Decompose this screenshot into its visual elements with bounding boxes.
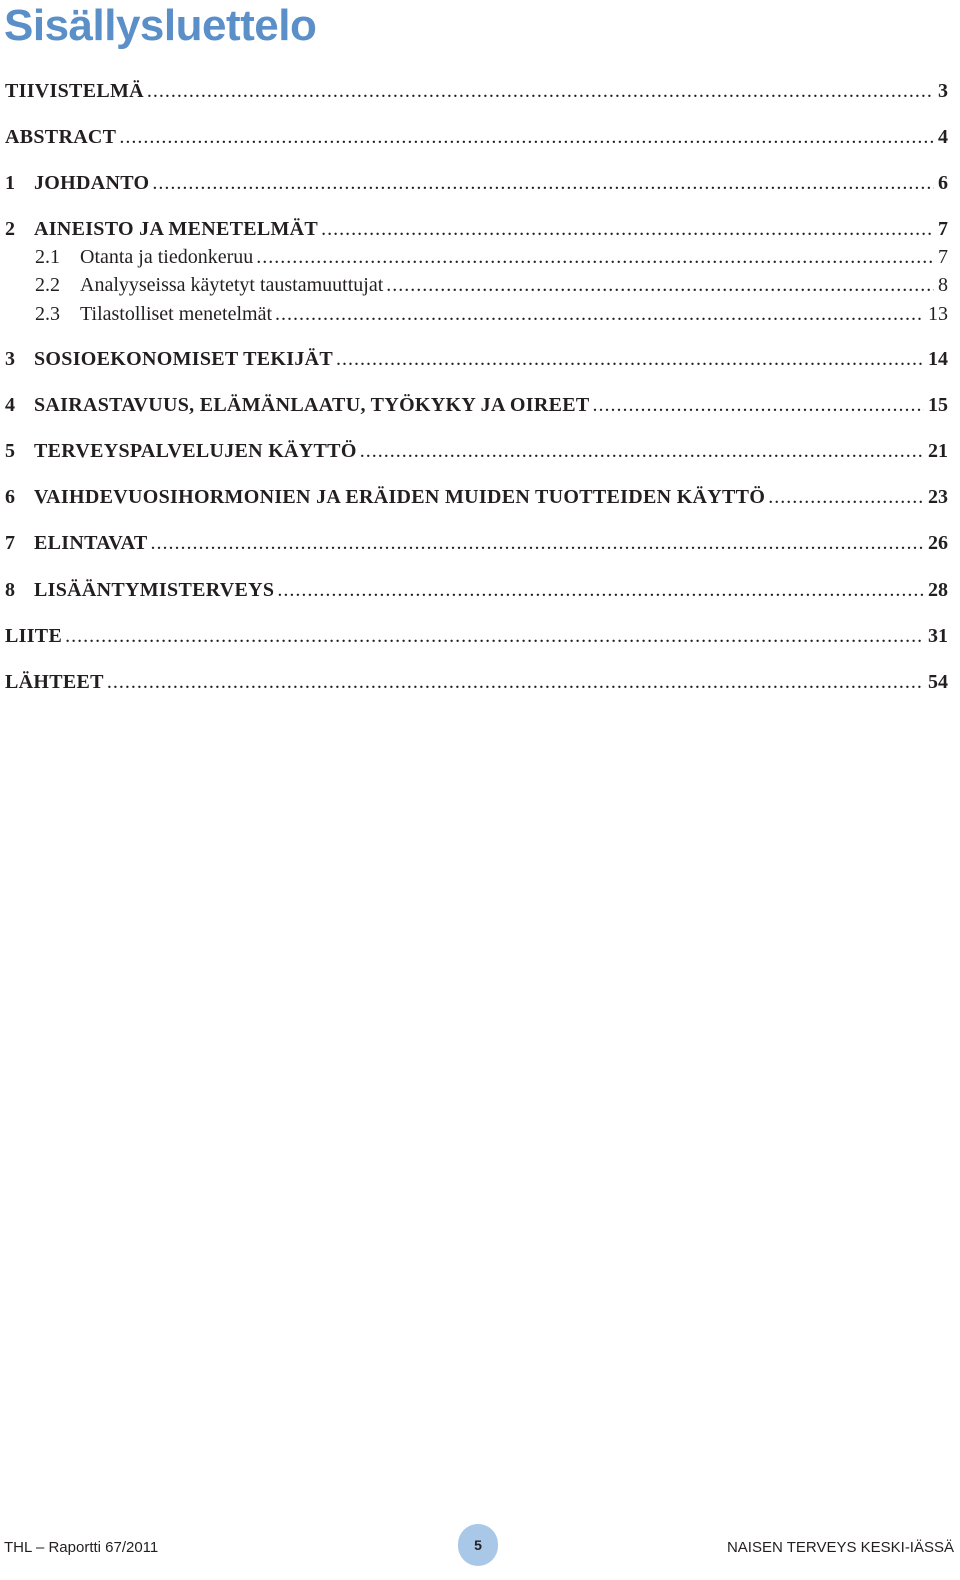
page-title: Sisällysluettelo <box>4 1 317 50</box>
toc-entry-sairastavuus[interactable] <box>5 391 948 419</box>
toc-dot-leader <box>151 529 925 557</box>
toc-entry-page: 6 <box>938 172 948 194</box>
toc-dot-leader <box>593 391 924 419</box>
toc-dot-leader <box>147 77 934 105</box>
toc-entry-page: 14 <box>928 348 948 370</box>
toc-entry-label: LÄHTEET <box>5 671 104 693</box>
toc-entry-number: 6 <box>5 486 15 508</box>
toc-entry-page: 31 <box>928 625 948 647</box>
toc-entry-page: 54 <box>928 671 948 693</box>
toc-entry-page: 7 <box>938 218 948 240</box>
toc-dot-leader <box>768 483 924 511</box>
page-number-badge: 5 <box>458 1524 498 1566</box>
toc-entry-elintavat[interactable] <box>5 529 948 557</box>
toc-entry-label: TERVEYSPALVELUJEN KÄYTTÖ <box>34 440 357 462</box>
footer-publication-title: NAISEN TERVEYS KESKI-IÄSSÄ <box>726 1539 954 1556</box>
toc-entry-page: 23 <box>928 486 948 508</box>
toc-entry-label: JOHDANTO <box>34 172 150 194</box>
toc-entry-tilastolliset-menetelmat[interactable] <box>5 300 948 328</box>
toc-dot-leader <box>277 576 924 604</box>
toc-entry-page: 15 <box>928 394 948 416</box>
toc-entry-page: 7 <box>938 246 948 268</box>
toc-entry-page: 21 <box>928 440 948 462</box>
toc-dot-leader <box>107 668 924 696</box>
toc-dot-leader <box>119 123 934 151</box>
toc-dot-leader <box>321 215 934 243</box>
toc-entry-label: AINEISTO JA MENETELMÄT <box>34 218 319 240</box>
toc-entry-label: LISÄÄNTYMISTERVEYS <box>34 579 275 601</box>
footer-publisher: THL – Raportti 67/2011 <box>4 1539 159 1556</box>
toc-entry-number: 2 <box>5 218 15 240</box>
toc-entry-terveyspalvelujen-kaytto[interactable] <box>5 437 948 465</box>
toc-entry-label: SAIRASTAVUUS, ELÄMÄNLAATU, TYÖKYKY JA OIREET <box>34 394 590 416</box>
toc-entry-label: VAIHDEVUOSIHORMONIEN JA ERÄIDEN MUIDEN TUOTTEIDEN KÄYTTÖ <box>34 486 766 508</box>
toc-entry-lisaantymisterveys[interactable] <box>5 576 948 604</box>
toc-entry-number: 5 <box>5 440 15 462</box>
toc-entry-label: TIIVISTELMÄ <box>5 80 144 102</box>
toc-entry-taustamuuttujat[interactable] <box>5 271 948 299</box>
toc-entry-page: 8 <box>938 274 948 296</box>
toc-entry-label: Analyyseissa käytetyt taustamuuttujat <box>80 274 384 296</box>
page-footer <box>0 1520 960 1570</box>
toc-entry-number: 2.3 <box>35 303 60 325</box>
toc-dot-leader <box>256 243 934 271</box>
toc-entry-page: 3 <box>938 80 948 102</box>
toc-dot-leader <box>65 622 924 650</box>
toc-entry-label: Tilastolliset menetelmät <box>80 303 273 325</box>
toc-entry-number: 7 <box>5 532 15 554</box>
toc-entry-number: 8 <box>5 579 15 601</box>
toc-entry-vaihdevuosihormonit[interactable] <box>5 483 948 511</box>
toc-entry-label: LIITE <box>5 625 63 647</box>
toc-entry-page: 26 <box>928 532 948 554</box>
toc-dot-leader <box>275 300 924 328</box>
toc-entry-number: 4 <box>5 394 15 416</box>
toc-entry-number: 1 <box>5 172 15 194</box>
toc-entry-number: 2.2 <box>35 274 60 296</box>
toc-entry-johdanto[interactable] <box>5 169 948 197</box>
toc-dot-leader <box>152 169 934 197</box>
toc-entry-abstract[interactable] <box>5 123 948 151</box>
toc-entry-page: 28 <box>928 579 948 601</box>
toc-entry-liite[interactable] <box>5 622 948 650</box>
toc-entry-number: 3 <box>5 348 15 370</box>
toc-entry-number: 2.1 <box>35 246 60 268</box>
toc-entry-label: SOSIOEKONOMISET TEKIJÄT <box>34 348 334 370</box>
toc-entry-label: ELINTAVAT <box>34 532 148 554</box>
toc-entry-page: 4 <box>938 126 948 148</box>
toc-entry-label: ABSTRACT <box>5 126 117 148</box>
toc-entry-otanta-ja-tiedonkeruu[interactable] <box>5 243 948 271</box>
toc-dot-leader <box>386 271 934 299</box>
toc-entry-label: Otanta ja tiedonkeruu <box>80 246 254 268</box>
toc-entry-tiivistelma[interactable] <box>5 77 948 105</box>
toc-entry-sosioekonomiset-tekijat[interactable] <box>5 345 948 373</box>
toc-entry-aineisto-ja-menetelmat[interactable] <box>5 215 948 243</box>
toc-dot-leader <box>360 437 924 465</box>
toc-entry-page: 13 <box>928 303 948 325</box>
toc-dot-leader <box>336 345 924 373</box>
toc-entry-lahteet[interactable] <box>5 668 948 696</box>
